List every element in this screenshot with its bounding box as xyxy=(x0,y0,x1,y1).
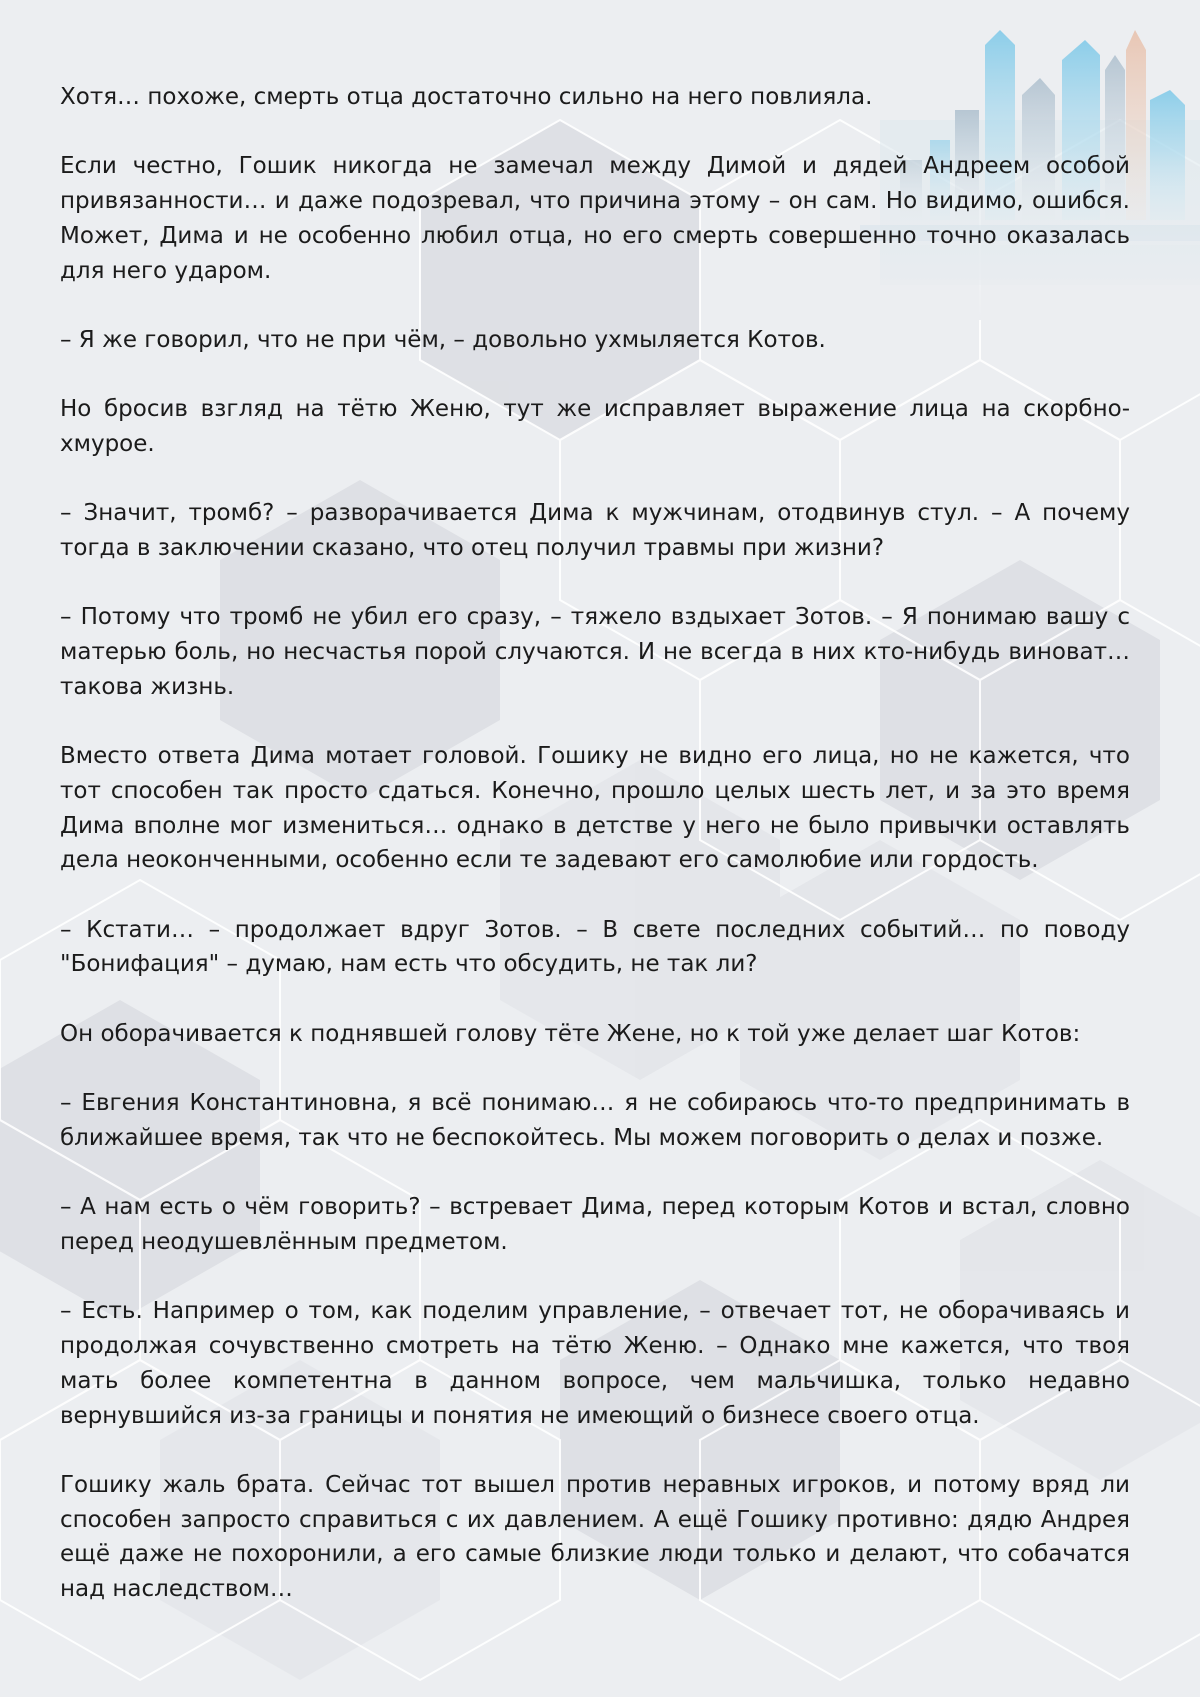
paragraph-5: – Значит, тромб? – разворачивается Дима к мужчинам, отодвинув стул. – А почему тогда в заключении сказано, что отец получил травмы при жизни? xyxy=(60,500,1130,562)
paragraph-12: – Есть. Например о том, как поделим управление, – отвечает тот, не оборачиваясь и продолжая сочувственно смотреть на тётю Женю. – Однако мне кажется, что твоя мать более компетентна в данном вопросе, чем мальчишка, только недавно вернувшийся из-за границы и понятия не имеющий о бизнесе своего отца. xyxy=(60,1298,1130,1429)
paragraph-6: – Потому что тромб не убил его сразу, – тяжело вздыхает Зотов. – Я понимаю вашу с матерью боль, но несчастья порой случаются. И не всегда в них кто-нибудь виноват… такова жизнь. xyxy=(60,604,1130,700)
paragraph-1: Хотя… похоже, смерть отца достаточно сильно на него повлияла. xyxy=(60,84,873,110)
paragraph-7: Вместо ответа Дима мотает головой. Гошику не видно его лица, но не кажется, что тот способен так просто сдаться. Конечно, прошло целых шесть лет, и за это время Дима вполне мог измениться… однако в детстве у него не было привычки оставлять дела неоконченными, особенно если те задевают его самолюбие или гордость. xyxy=(60,743,1130,874)
paragraph-13: Гошику жаль брата. Сейчас тот вышел против неравных игроков, и потому вряд ли способен запросто справиться с их давлением. А ещё Гошику противно: дядю Андрея ещё даже не похоронили, а его самые близкие люди только и делают, что собачатся над наследством… xyxy=(60,1471,1130,1603)
paragraph-10: – Евгения Константиновна, я всё понимаю… я не собираюсь что-то предпринимать в ближайшее время, так что не беспокойтесь. Мы можем поговорить о делах и позже. xyxy=(60,1090,1130,1151)
paragraph-2: Если честно, Гошик никогда не замечал между Димой и дядей Андреем особой привязанности… и даже подозревал, что причина этому – он сам. Но видимо, ошибся. Может, Дима и не особенно любил отца, но его смерть совершенно точно оказалась для него ударом. xyxy=(60,153,1130,284)
paragraph-4: Но бросив взгляд на тётю Женю, тут же исправляет выражение лица на скорбно-хмурое. xyxy=(60,396,1130,457)
paragraph-3: – Я же говорил, что не при чём, – довольно ухмыляется Котов. xyxy=(60,326,826,353)
paragraph-9: Он оборачивается к поднявшей голову тёте Жене, но к той уже делает шаг Котов: xyxy=(60,1020,1081,1047)
document-body xyxy=(60,80,1130,1641)
paragraph-11: – А нам есть о чём говорить? – встревает Дима, перед которым Котов и встал, словно перед неодушевлённым предметом. xyxy=(60,1194,1130,1256)
paragraph-8: – Кстати… – продолжает вдруг Зотов. – В свете последних событий… по поводу "Бонифация" – думаю, нам есть что обсудить, не так ли? xyxy=(60,916,1130,978)
